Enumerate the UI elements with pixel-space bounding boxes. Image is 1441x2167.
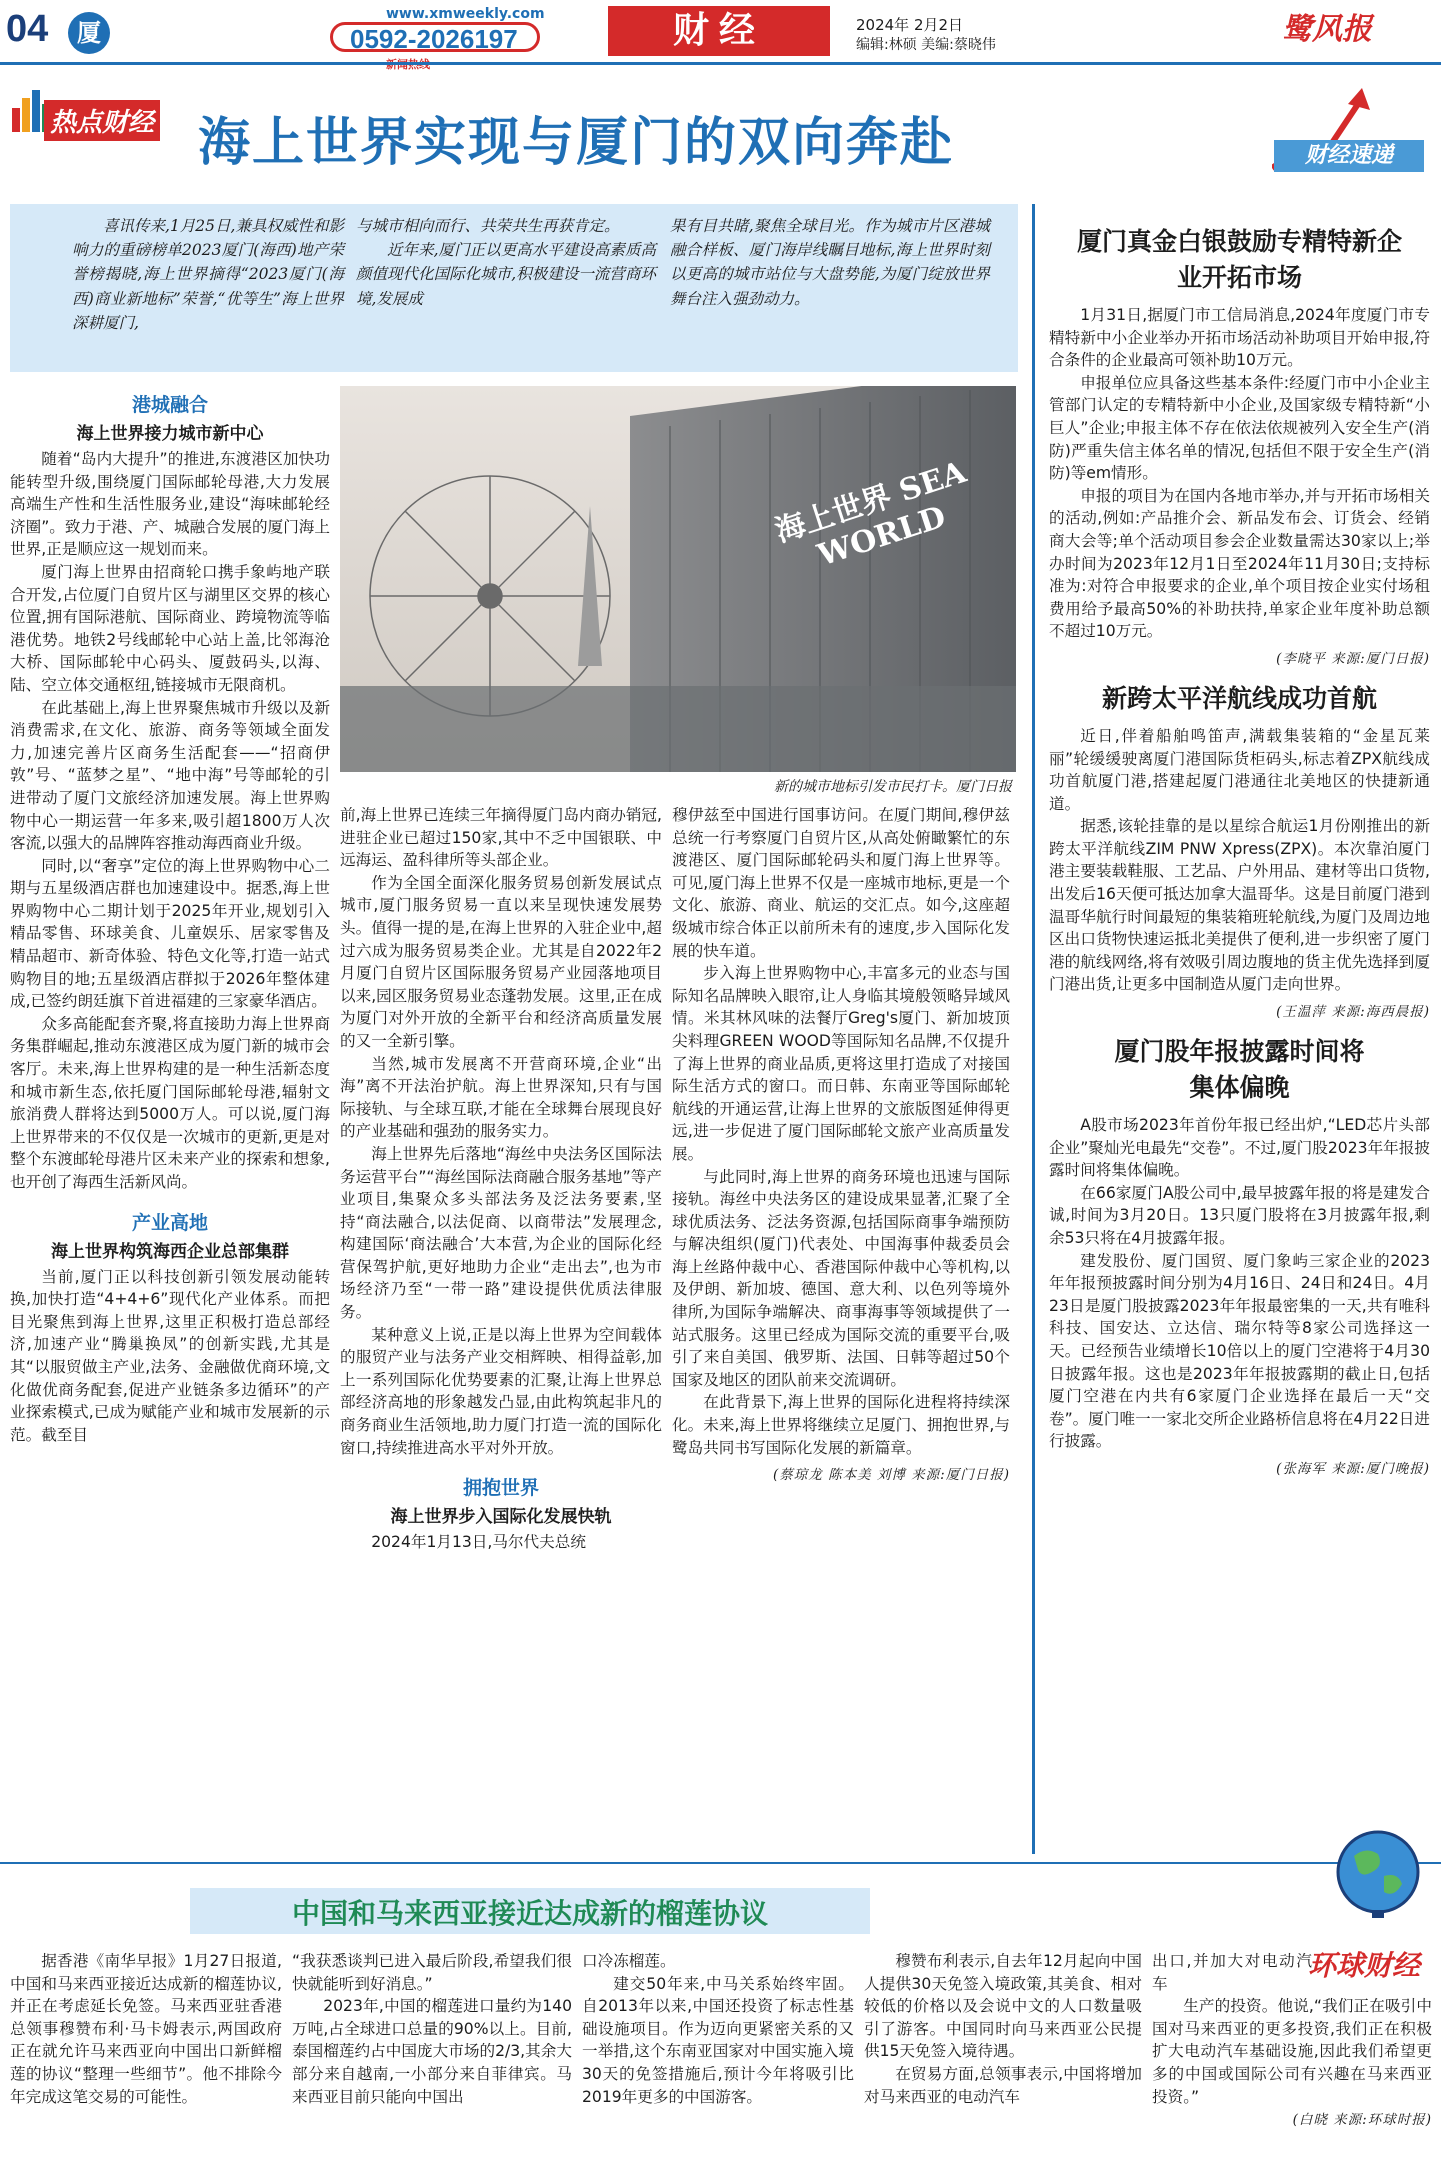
sidebar-label-text: 财经速递	[1274, 140, 1424, 172]
sidebar-column	[1032, 204, 1430, 1854]
article-credit: (李晓平 来源:厦门日报)	[1276, 650, 1430, 667]
paragraph: 2024年1月13日,马尔代夫总统	[371, 1533, 586, 1552]
intro-col-1: 喜讯传来,1月25日,兼具权威性和影响力的重磅榜单2023厦门(海西)地产荣誉榜揭晓,海上世界摘得“2023厦门(海西)商业新地标”荣誉,“优等生”海上世界深耕厦门,	[72, 217, 344, 332]
section-label-hot: 热点财经	[44, 100, 160, 141]
section-heading: 拥抱世界	[462, 1477, 539, 1500]
header-rule	[0, 62, 1441, 65]
paragraph: 同时,以“奢享”定位的海上世界购物中心二期与五星级酒店群也加速建设中。据悉,海上世界购物中心二期计划于2025年开业,规划引入精品零售、环球美食、儿童娱乐、居家零售及精品超市、新奇体验、特色文化等,打造一站式购物目的地;五星级酒店群拟于2026年整体建成,已签约朗廷旗下首进福建的三家豪华酒店。	[10, 856, 330, 1011]
paragraph: 某种意义上说,正是以海上世界为空间载体的服贸产业与法务产业交相辉映、相得益彰,加上一系列国际化优势要素的汇聚,让海上世界总部经济高地的形象越发凸显,由此构筑起非凡的商务商业生活领地,助力厦门打造一流的国际化窗口,持续推进高水平对外开放。	[340, 1325, 662, 1457]
paragraph: 申报的项目为在国内各地市举办,并与开拓市场相关的活动,例如:产品推介会、新品发布会、订货会、经销商大会等;单个活动项目参会企业数量需达30家以上;举办时间为2023年12月1日至2024年11月30日;支持标准为:对符合申报要求的企业,单个项目按企业实付场租费用给予最高50%的补助扶持,单家企业年度补助总额不超过10万元。	[1049, 486, 1430, 641]
paragraph: 作为全国全面深化服务贸易创新发展试点城市,厦门服务贸易一直以来呈现快速发展势头。值得一提的是,在海上世界的入驻企业中,超过六成为服务贸易类企业。尤其是自2022年2月厦门自贸片区国际服务贸易产业园落地项目以来,园区服务贸易业态蓬勃发展。这里,正在成为厦门对外开放的全新平台和经济高质量发展的又一全新引擎。	[340, 873, 662, 1050]
main-headline: 海上世界实现与厦门的双向奔赴	[198, 112, 955, 173]
globe-icon	[1332, 1826, 1424, 1918]
photo-caption: 新的城市地标引发市民打卡。厦门日报	[774, 779, 1012, 795]
paragraph: 厦门海上世界由招商轮口携手象屿地产联合开发,占位厦门自贸片区与湖里区交界的核心位置,拥有国际港航、国际商业、跨境物流等临港优势。地铁2号线邮轮中心站上盖,比邻海沧大桥、国际邮轮中心码头、厦鼓码头,以海、陆、空立体交通枢纽,链接城市无限商机。	[10, 562, 330, 694]
building-sign: 海上世界 SEA WORLD	[770, 454, 971, 574]
section-title: 财经	[608, 6, 830, 56]
paragraph: 据悉,该轮挂靠的是以星综合航运1月份刚推出的新跨太平洋航线ZIM PNW Xpress(ZPX)。本次靠泊厦门港主要装载鞋服、工艺品、户外用品、建材等出口货物,出发后16天便可抵达加拿大温哥华。这是目前厦门港到温哥华航行时间最短的集装箱班轮航线,为厦门及周边地区出口货物快速运抵北美提供了便利,进一步织密了厦门港的航线网络,将有效吸引周边腹地的货主优先选择到厦门港出货,让更多中国制造从厦门走向世界。	[1049, 817, 1430, 994]
article-column-3	[672, 804, 1010, 1854]
paragraph: 口冷冻榴莲。	[582, 1952, 676, 1970]
page-header	[0, 0, 1441, 64]
section-subtitle: 海上世界接力城市新中心	[76, 424, 264, 444]
paragraph: 当然,城市发展离不开营商环境,企业“出海”离不开法治护航。海上世界深知,只有与国际接轨、与全球互联,才能在全球舞台展现良好的产业基础和强劲的服务实力。	[340, 1054, 662, 1141]
paragraph: 穆伊兹至中国进行国事访问。在厦门期间,穆伊兹总统一行考察厦门自贸片区,从高处俯瞰繁忙的东渡港区、厦门国际邮轮码头和厦门海上世界等。可见,厦门海上世界不仅是一座城市地标,更是一个文化、旅游、商业、航运的交汇点。如今,这座超级城市综合体正以前所未有的速度,步入国际化发展的快车道。	[672, 806, 1010, 960]
article-credit: (张海军 来源:厦门晚报)	[1276, 1460, 1430, 1477]
paragraph: 建交50年来,中马关系始终牢固。自2013年以来,中国还投资了标志性基础设施项目。作为迈向更紧密关系的又一举措,这个东南亚国家对中国实施入境30天的免签措施后,预计今年将吸引比2019年更多的中国游客。	[582, 1974, 854, 2106]
bottom-label: 环球财经	[1307, 1949, 1420, 1982]
paragraph: 步入海上世界购物中心,丰富多元的业态与国际知名品牌映入眼帘,让人身临其境般领略异域风情。米其林风味的法餐厅Greg's厦门、新加坡顶尖料理GREEN WOOD等国际知名品牌,不仅提升了海上世界的商业品质,更将这里打造成了对接国际生活方式的窗口。而日韩、东南亚等国际邮轮航线的开通运营,让海上世界的文旅版图延伸得更远,进一步促进了厦门国际邮轮文旅产业高质量发展。	[672, 964, 1010, 1163]
bottom-column-1	[10, 1950, 282, 2162]
sidebar-label	[1268, 118, 1428, 174]
paragraph: 在此背景下,海上世界的国际化进程将持续深化。未来,海上世界将继续立足厦门、拥抱世界,与鹭岛共同书写国际化发展的新篇章。	[672, 1393, 1010, 1457]
bottom-column-4	[864, 1950, 1142, 2162]
paragraph: 在贸易方面,总领事表示,中国将增加对马来西亚的电动汽车	[864, 2064, 1142, 2106]
sidebar-article-title: 厦门真金白银鼓励专精特新企业开拓市场	[1076, 227, 1402, 292]
bottom-column-3	[582, 1950, 854, 2162]
paragraph: 随着“岛内大提升”的推进,东渡港区加快功能转型升级,围绕厦门国际邮轮母港,大力发展高端生产性和生活性服务业,建设“海味邮轮经济圈”。致力于港、产、城融合发展的厦门海上世界,正是顺应这一规划而来。	[10, 450, 330, 559]
section-heading: 港城融合	[131, 394, 208, 416]
bottom-column-2	[292, 1950, 572, 2162]
paragraph: 出口,并加大对电动汽车	[1152, 1952, 1312, 1993]
editors: 编辑:林硕 美编:蔡晓伟	[856, 37, 996, 53]
sidebar-article-title: 新跨太平洋航线成功首航	[1101, 683, 1377, 713]
website-url: www.xmweekly.com	[386, 6, 545, 22]
page-number: 04	[6, 8, 49, 50]
intro-col-3: 果有目共睹,聚焦全球目光。作为城市片区港城融合样板、厦门海岸线瞩目地标,海上世界时刻以更高的城市站位与大盘势能,为厦门绽放世界舞台注入强劲动力。	[670, 217, 990, 308]
paragraph: 申报单位应具备这些基本条件:经厦门市中小企业主管部门认定的专精特新中小企业,及国家级专精特新“小巨人”企业;申报主体不存在依法依规被列入安全生产(消防)严重失信主体名单的情况,包括但不限于安全生产(消防)等em情形。	[1049, 373, 1430, 483]
article-column-1	[10, 384, 330, 1854]
paragraph: 2023年,中国的榴莲进口量约为140万吨,占全球进口总量的90%以上。目前,泰国榴莲约占中国庞大市场的2/3,其余大部分来自越南,一小部分来自菲律宾。马来西亚目前只能向中国出	[292, 1997, 572, 2106]
article-credit: (白晓 来源:环球时报)	[1292, 2112, 1432, 2129]
paragraph: 在此基础上,海上世界聚焦城市升级以及新消费需求,在文化、旅游、商务等领域全面发力,加速完善片区商务生活配套——“招商伊敦”号、“蓝梦之星”、“地中海”号等邮轮的引进带动了厦门文旅经济加速发展。海上世界购物中心一期运营一年多来,吸引超1800万人次客流,以强大的品牌阵容推动海西商业升级。	[10, 698, 330, 853]
paragraph: 前,海上世界已连续三年摘得厦门岛内商办销冠,进驻企业已超过150家,其中不乏中国银联、中远海运、盈科律所等头部企业。	[340, 806, 662, 870]
paragraph: 建发股份、厦门国贸、厦门象屿三家企业的2023年年报预披露时间分别为4月16日、24日和24日。4月23日是厦门股披露2023年年报最密集的一天,共有唯科科技、国安达、立达信、瑞尔特等8家公司选择这一天。已经预告业绩增长10倍以上的厦门空港将于4月30日披露年报。这也是2023年年报披露期的截止日,包括厦门空港在内共有6家厦门企业选择在最后一天“交卷”。厦门唯一一家北交所企业路桥信息将在4月22日进行披露。	[1049, 1251, 1430, 1451]
article-credit: (蔡琼龙 陈本美 刘博 来源:厦门日报)	[773, 1467, 1010, 1484]
paragraph: A股市场2023年首份年报已经出炉,“LED芯片头部企业”聚灿光电最先“交卷”。不过,厦门股2023年年报披露时间将集体偏晚。	[1049, 1116, 1430, 1180]
sea-world-photo	[340, 386, 1016, 772]
article-column-2	[340, 804, 662, 1854]
bottom-column-5	[1152, 1950, 1432, 2162]
bottom-headline: 中国和马来西亚接近达成新的榴莲协议	[291, 1897, 768, 1930]
article-credit: (王温萍 来源:海西晨报)	[1276, 1004, 1430, 1021]
paragraph: 在66家厦门A股公司中,最早披露年报的将是建发合诚,时间为3月20日。13只厦门股将在3月披露年报,剩余53只将在4月披露年报。	[1049, 1183, 1430, 1247]
paragraph: 与此同时,海上世界的商务环境也迅速与国际接轨。海丝中央法务区的建设成果显著,汇聚了全球优质法务、泛法务资源,包括国际商事争端预防与解决组织(厦门)代表处、中国海事仲裁委员会海上丝路仲裁中心、香港国际仲裁中心等机构,以及伊朗、新加坡、德国、意大利、以色列等境外律所,为国际争端解决、商事海事等领域提供了一站式服务。这里已经成为国际交流的重要平台,吸引了来自美国、俄罗斯、法国、日韩等超过50个国家及地区的团队前来交流调研。	[672, 1167, 1010, 1389]
paragraph: 当前,厦门正以科技创新引领发展动能转换,加快打造“4+4+6”现代化产业体系。而把目光聚焦到海上世界,这里正积极打造总部经济,加速产业“腾巢换凤”的创新实践,尤其是其“以服贸做主产业,法务、金融做优商环境,文化做优商务配套,促进产业链条多边循环”的产业探索模式,已成为赋能产业和城市发展新的示范。截至目	[10, 1267, 330, 1444]
sidebar-article-title: 厦门股年报披露时间将集体偏晚	[1114, 1037, 1365, 1103]
intro-box	[10, 204, 1018, 372]
bottom-divider	[0, 1862, 1441, 1864]
section-subtitle: 海上世界构筑海西企业总部集群	[51, 1241, 289, 1262]
paragraph: 生产的投资。他说,“我们正在吸引中国对马来西亚的更多投资,我们正在积极扩大电动汽车基础设施,因此我们希望更多的中国或国际公司有兴趣在马来西亚投资。”	[1152, 1997, 1432, 2106]
masthead-logo: 鹭风报	[1282, 12, 1372, 47]
paragraph: “我获悉谈判已进入最后阶段,希望我们很快就能听到好消息。”	[292, 1952, 572, 1993]
paragraph: 海上世界先后落地“海丝中央法务区国际法务运营平台”“海丝国际法商融合服务基地”等产业项目,集聚众多头部法务及泛法务要素,坚持“商法融合,以法促商、以商带法”发展理念,构建国际‘商法融合’大本营,为企业的国际化经营保驾护航,更好地助力企业“走出去”,也为市场经济乃至“一带一路”建设提供优质法律服务。	[340, 1144, 662, 1322]
issue-date: 2024年 2月2日	[856, 16, 964, 34]
intro-col-2: 与城市相向而行、共荣共生再获肯定。 近年来,厦门正以更高水平建设高素质高颜值现代化国际化城市,积极建设一流营商环境,发展成	[356, 217, 656, 308]
paragraph: 据香港《南华早报》1月27日报道,中国和马来西亚接近达成新的榴莲协议,并正在考虑延长免签。马来西亚驻香港总领事穆赞布利·马卡姆表示,两国政府正在就允许马来西亚向中国出口新鲜榴莲的协议“整理一些细节”。他不排除今年完成这笔交易的可能性。	[10, 1952, 282, 2106]
paragraph: 众多高能配套齐聚,将直接助力海上世界商务集群崛起,推动东渡港区成为厦门新的城市会客厅。未来,海上世界构建的是一种生活新态度和城市新生态,依托厦门国际邮轮母港,辐射文旅消费人群将达到5000万人。可以说,厦门海上世界带来的不仅仅是一次城市的更新,更是对整个东渡邮轮母港片区未来产业的探索和想象,也开创了海西生活新风尚。	[10, 1014, 330, 1191]
hotline-number: 0592-2026197	[350, 24, 518, 54]
page-badge: 厦	[68, 12, 110, 54]
paragraph: 近日,伴着船舶鸣笛声,满载集装箱的“金星瓦莱丽”轮缓缓驶离厦门港国际货柜码头,标志着ZPX航线成功首航厦门港,搭建起厦门港通往北美地区的快捷新通道。	[1049, 726, 1430, 813]
paragraph: 1月31日,据厦门市工信局消息,2024年度厦门市专精特新中小企业举办开拓市场活动补助项目开始申报,符合条件的企业最高可领补助10万元。	[1049, 306, 1430, 370]
section-heading: 产业高地	[131, 1211, 208, 1234]
paragraph: 穆赞布利表示,自去年12月起向中国人提供30天免签入境政策,其美食、相对较低的价格以及会说中文的人口数量吸引了游客。中国同时向马来西亚公民提供15天免签入境待遇。	[864, 1952, 1142, 2061]
section-subtitle: 海上世界步入国际化发展快轨	[390, 1507, 612, 1528]
